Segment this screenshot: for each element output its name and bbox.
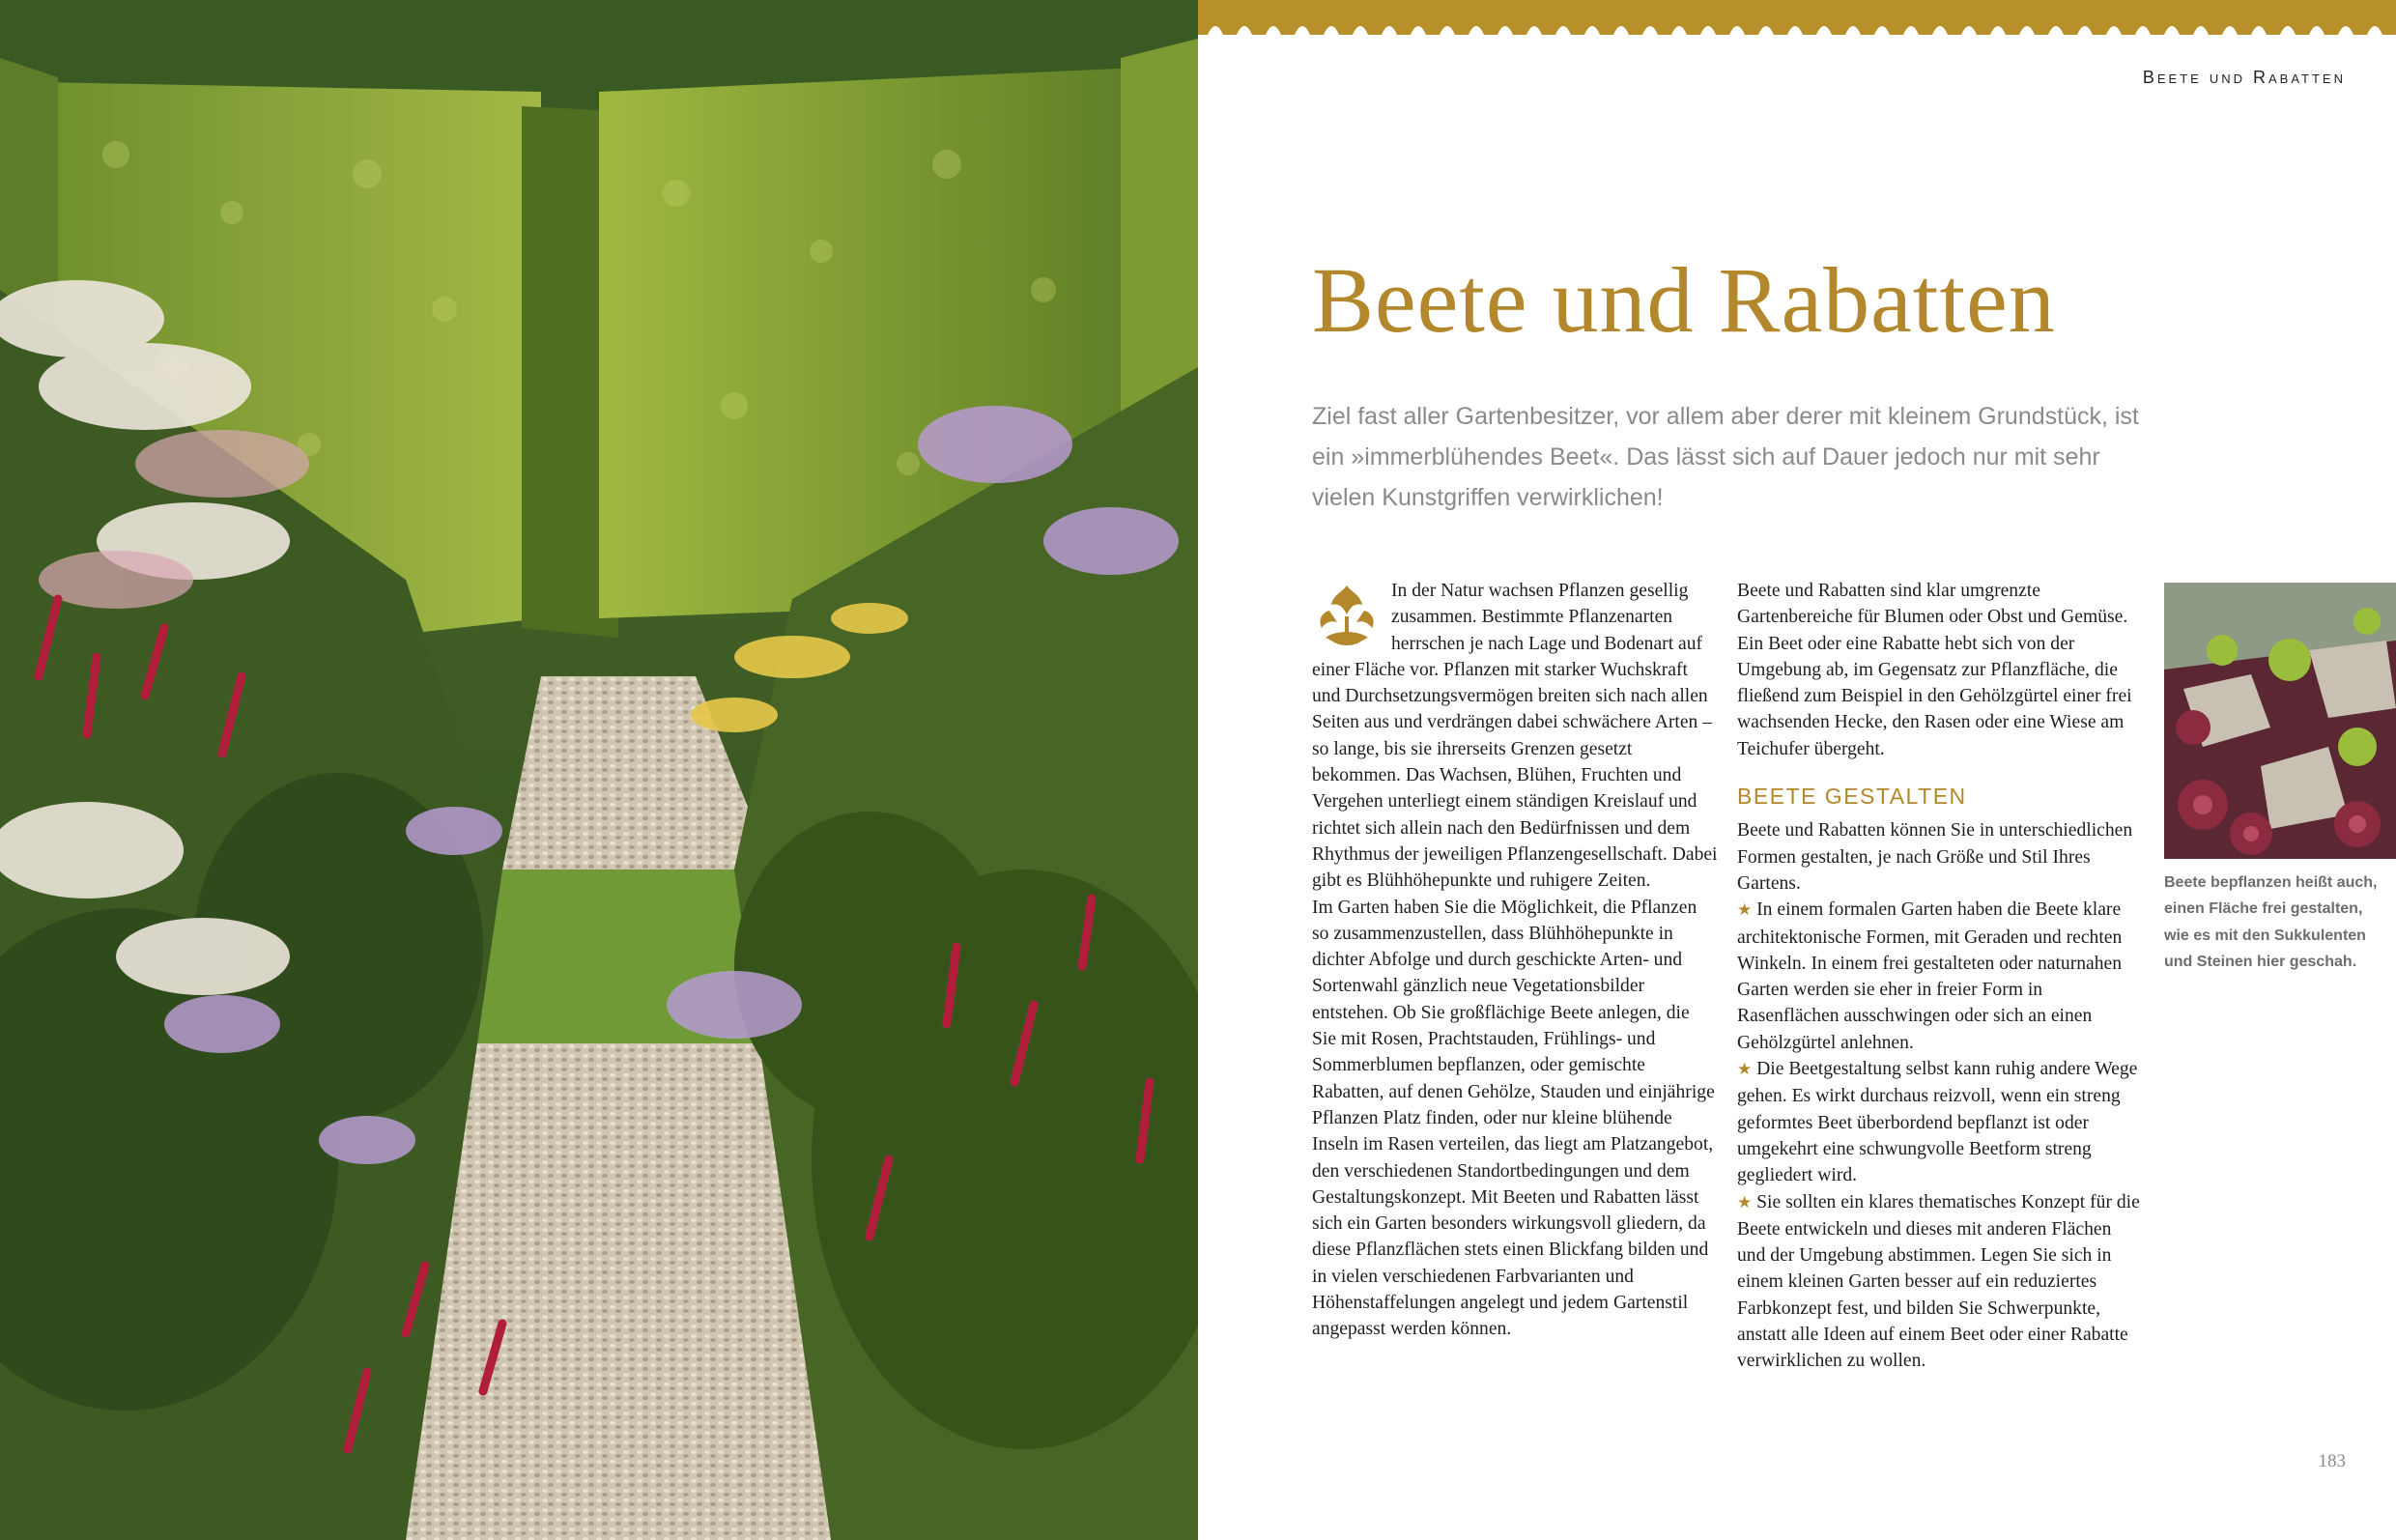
- text-column-1: [1312, 578, 1718, 1343]
- bullet-text: In einem formalen Garten haben die Beete klare architektonische Formen, mit Geraden und rechten Winkeln. In einem frei gestalteten oder naturnahen Garten werden sie eher in freier Form in Rasenflächen ausschwingen oder sich an einen Gehölzgürtel anlehnen.: [1737, 899, 2123, 1053]
- bullet-text: Die Beetgestaltung selbst kann ruhig andere Wege gehen. Es wirkt durchaus reizvoll, wenn ein streng geformtes Beet überbordend bepflanzt ist oder umgekehrt eine schwungvolle Beetform streng gegliedert wird.: [1737, 1059, 2138, 1186]
- page-number: 183: [2318, 1451, 2346, 1471]
- bullet-item: [1737, 897, 2143, 1056]
- floral-ornament-icon: [1308, 578, 1385, 655]
- bullet-item: [1737, 1189, 2143, 1375]
- photo-caption: Beete bepflanzen heißt auch, einen Fläche frei gestalten, wie es mit den Sukkulenten und Steinen hier geschah.: [2164, 874, 2378, 970]
- decorative-border: [1198, 0, 2396, 44]
- bullet-item: [1737, 1056, 2143, 1188]
- text-page: [1198, 0, 2396, 1540]
- star-bullet-icon: ★: [1737, 900, 1753, 921]
- running-head: Beete und Rabatten: [2142, 68, 2346, 87]
- body-paragraph: In der Natur wachsen Pflanzen gesellig zusammen. Bestimmte Pflanzenarten herrschen je nach Lage und Bodenart auf einer Fläche vor. Pflanzen mit starker Wuchskraft und Durchsetzungsvermögen breiten sich nach allen Seiten aus und verdrängen dabei schwächere Arten – so lange, bis sie ihrerseits Grenzen gesetzt bekommen. Das Wachsen, Blühen, Fruchten und Vergehen unterliegt einem ständigen Kreislauf und richtet sich allein nach den Bedürfnissen und dem Rhythmus der jeweiligen Pflanzengesellschaft. Dabei gibt es Blühhöhepunkte und ruhigere Zeiten.: [1312, 581, 1718, 892]
- succulent-photo: [2164, 583, 2396, 859]
- text-column-2: [1737, 578, 2143, 1375]
- body-paragraph: Beete und Rabatten können Sie in unterschiedlichen Formen gestalten, je nach Größe und Stil Ihres Gartens.: [1737, 820, 2133, 894]
- page-title: Beete und Rabatten: [1312, 248, 2056, 352]
- bullet-text: Sie sollten ein klares thematisches Konzept für die Beete entwickeln und dieses mit anderen Flächen und der Umgebung abstimmen. Legen Sie sich in einem kleinen Garten besser auf ein reduziertes Farbkonzept fest, und bilden Sie Schwerpunkte, anstatt alle Ideen auf einem Beet oder einer Rabatte verwirklichen zu wollen.: [1737, 1191, 2140, 1372]
- star-bullet-icon: ★: [1737, 1192, 1753, 1212]
- body-paragraph: Beete und Rabatten sind klar umgrenzte Gartenbereiche für Blumen oder Obst und Gemüse. Ein Beet oder eine Rabatte hebt sich von der Umgebung ab, im Gegensatz zur Pflanzfläche, die fließend zum Beispiel in den Gehölzgürtel einer frei wachsenden Hecke, den Rasen oder eine Wiese am Teichufer übergeht.: [1737, 581, 2132, 759]
- section-subheading: BEETE GESTALTEN: [1737, 784, 1967, 810]
- star-bullet-icon: ★: [1737, 1060, 1753, 1080]
- body-paragraph: Im Garten haben Sie die Möglichkeit, die Pflanzen so zusammenzustellen, dass Blühhöhepunkte in dichter Abfolge und durch geschickte Arten- und Sortenwahl gänzlich neue Vegetationsbilder entstehen. Ob Sie großflächige Beete anlegen, die Sie mit Rosen, Prachtstauden, Frühlings- und Sommerblumen bepflanzen, oder gemischte Rabatten, auf denen Gehölze, Stauden und einjährige Pflanzen Platz finden, oder nur kleine blühende Inseln im Rasen verteilen, das liegt am Platzangebot, den verschiedenen Standortbedingungen und dem Gestaltungskonzept. Mit Beeten und Rabatten lässt sich ein Garten besonders wirkungsvoll gliedern, da diese Pflanzflächen stets einen Blickfang bilden und in vielen verschiedenen Farbvarianten und Höhenstaffelungen angelegt und jedem Gartenstil angepasst werden können.: [1312, 897, 1715, 1340]
- lead-paragraph: Ziel fast aller Gartenbesitzer, vor allem aber derer mit kleinem Grundstück, ist ein »immerblühendes Beet«. Das lässt sich auf Dauer jedoch nur mit sehr vielen Kunstgriffen verwirklichen!: [1312, 403, 2139, 511]
